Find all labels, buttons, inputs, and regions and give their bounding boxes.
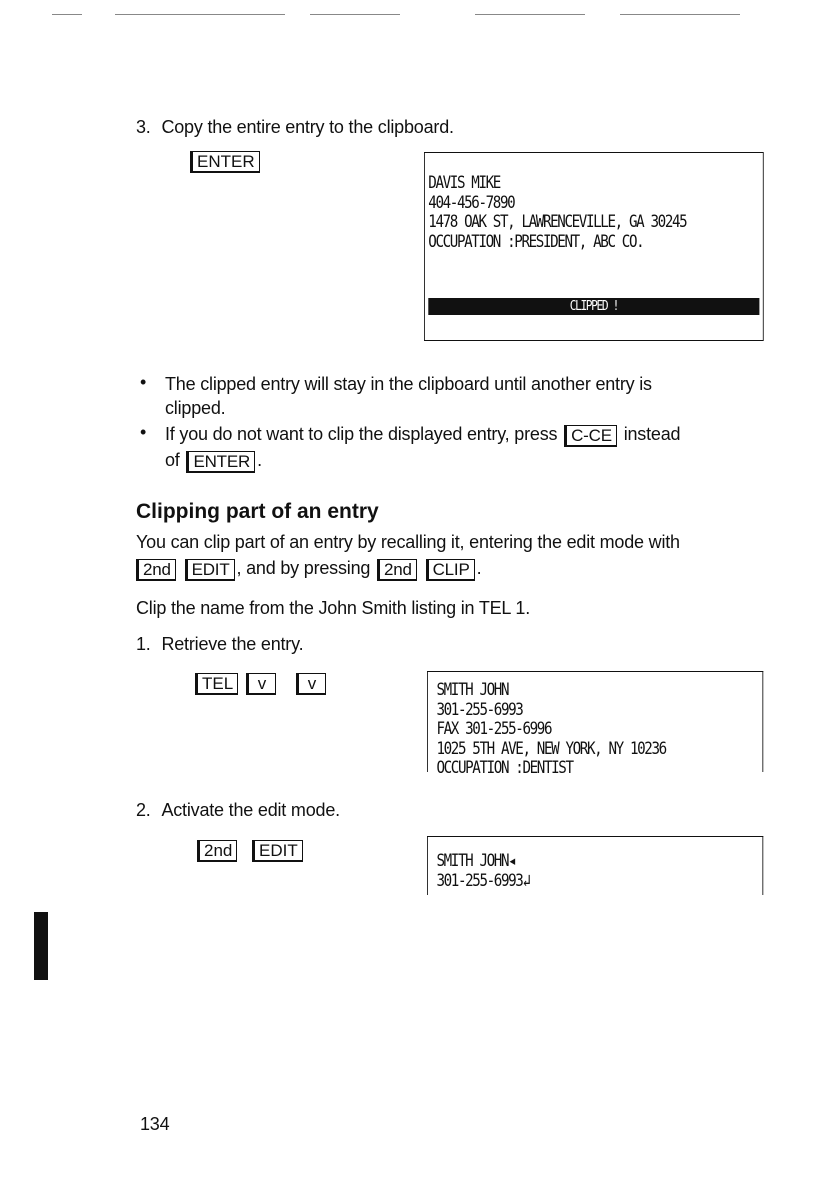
edit-key: EDIT bbox=[252, 840, 303, 862]
scan-line bbox=[310, 14, 400, 15]
screen-line: OCCUPATION :PRESIDENT, ABC CO. bbox=[428, 231, 644, 251]
bullet-2 bbox=[165, 422, 680, 472]
bullet-1-line1: The clipped entry will stay in the clipboard until another entry is bbox=[165, 374, 652, 394]
clip-key: CLIP bbox=[426, 559, 475, 581]
step-text: Activate the edit mode. bbox=[161, 800, 340, 820]
step-2 bbox=[136, 798, 340, 822]
screen-line: DAVIS MIKE bbox=[428, 173, 500, 192]
bullet-dot: • bbox=[140, 372, 147, 392]
scan-line bbox=[475, 14, 585, 15]
step-number: 3. bbox=[136, 117, 151, 137]
bullet-2-text: . bbox=[257, 450, 262, 470]
intro-text: , and by pressing bbox=[236, 558, 371, 578]
section-thumb-mark bbox=[34, 912, 48, 980]
bullet-1-line2: clipped. bbox=[165, 398, 226, 418]
2nd-key: 2nd bbox=[197, 840, 237, 862]
scan-line bbox=[115, 14, 285, 15]
clipped-status-bar: CLIPPED ! bbox=[428, 298, 759, 315]
scan-line bbox=[620, 14, 740, 15]
2nd-key: 2nd bbox=[136, 559, 176, 581]
screen-line: FAX 301-255-6996 bbox=[436, 719, 552, 738]
screen-line: SMITH JOHN◂ bbox=[436, 851, 516, 870]
enter-key: ENTER bbox=[190, 151, 260, 173]
bullet-2-text: of bbox=[165, 450, 180, 470]
calculator-screen-edit bbox=[427, 836, 763, 895]
screen-line: OCCUPATION :DENTIST bbox=[436, 758, 573, 777]
section-title: Clipping part of an entry bbox=[136, 500, 379, 523]
step-number: 2. bbox=[136, 800, 151, 820]
step-number: 1. bbox=[136, 634, 151, 654]
screen-line: 1025 5TH AVE, NEW YORK, NY 10236 bbox=[436, 738, 666, 758]
down-arrow-key: v bbox=[296, 673, 326, 695]
tel-key: TEL bbox=[195, 673, 238, 695]
down-arrow-key: v bbox=[246, 673, 276, 695]
screen-line: 301-255-6993 bbox=[436, 699, 523, 719]
calculator-screen-smith bbox=[427, 671, 763, 777]
step-text: Copy the entire entry to the clipboard. bbox=[161, 117, 454, 137]
intro-line-1: You can clip part of an entry by recalling it, entering the edit mode with bbox=[136, 532, 680, 552]
2nd-key: 2nd bbox=[377, 559, 417, 581]
clip-sentence: Clip the name from the John Smith listing in TEL 1. bbox=[136, 598, 530, 618]
screen-line: 301-255-6993↲ bbox=[436, 870, 530, 890]
scan-line bbox=[52, 14, 82, 15]
c-ce-key: C-CE bbox=[564, 425, 617, 447]
calculator-screen-davis bbox=[424, 152, 764, 341]
bullet-dot: • bbox=[140, 422, 147, 442]
step-1 bbox=[136, 632, 303, 656]
section-intro bbox=[136, 530, 680, 580]
page-number: 134 bbox=[140, 1114, 170, 1134]
screen-line: 404-456-7890 bbox=[428, 192, 515, 212]
screen-line: 1478 OAK ST, LAWRENCEVILLE, GA 30245 bbox=[428, 212, 687, 231]
bullet-2-text: instead bbox=[623, 424, 681, 444]
intro-text: . bbox=[476, 558, 482, 578]
edit-key: EDIT bbox=[185, 559, 235, 581]
screen-line: SMITH JOHN bbox=[436, 680, 509, 699]
step-text: Retrieve the entry. bbox=[161, 634, 304, 654]
bullet-2-text: If you do not want to clip the displayed entry, press bbox=[165, 424, 558, 444]
enter-key: ENTER bbox=[186, 451, 255, 473]
bullet-1 bbox=[165, 372, 652, 420]
step-3 bbox=[136, 115, 454, 139]
